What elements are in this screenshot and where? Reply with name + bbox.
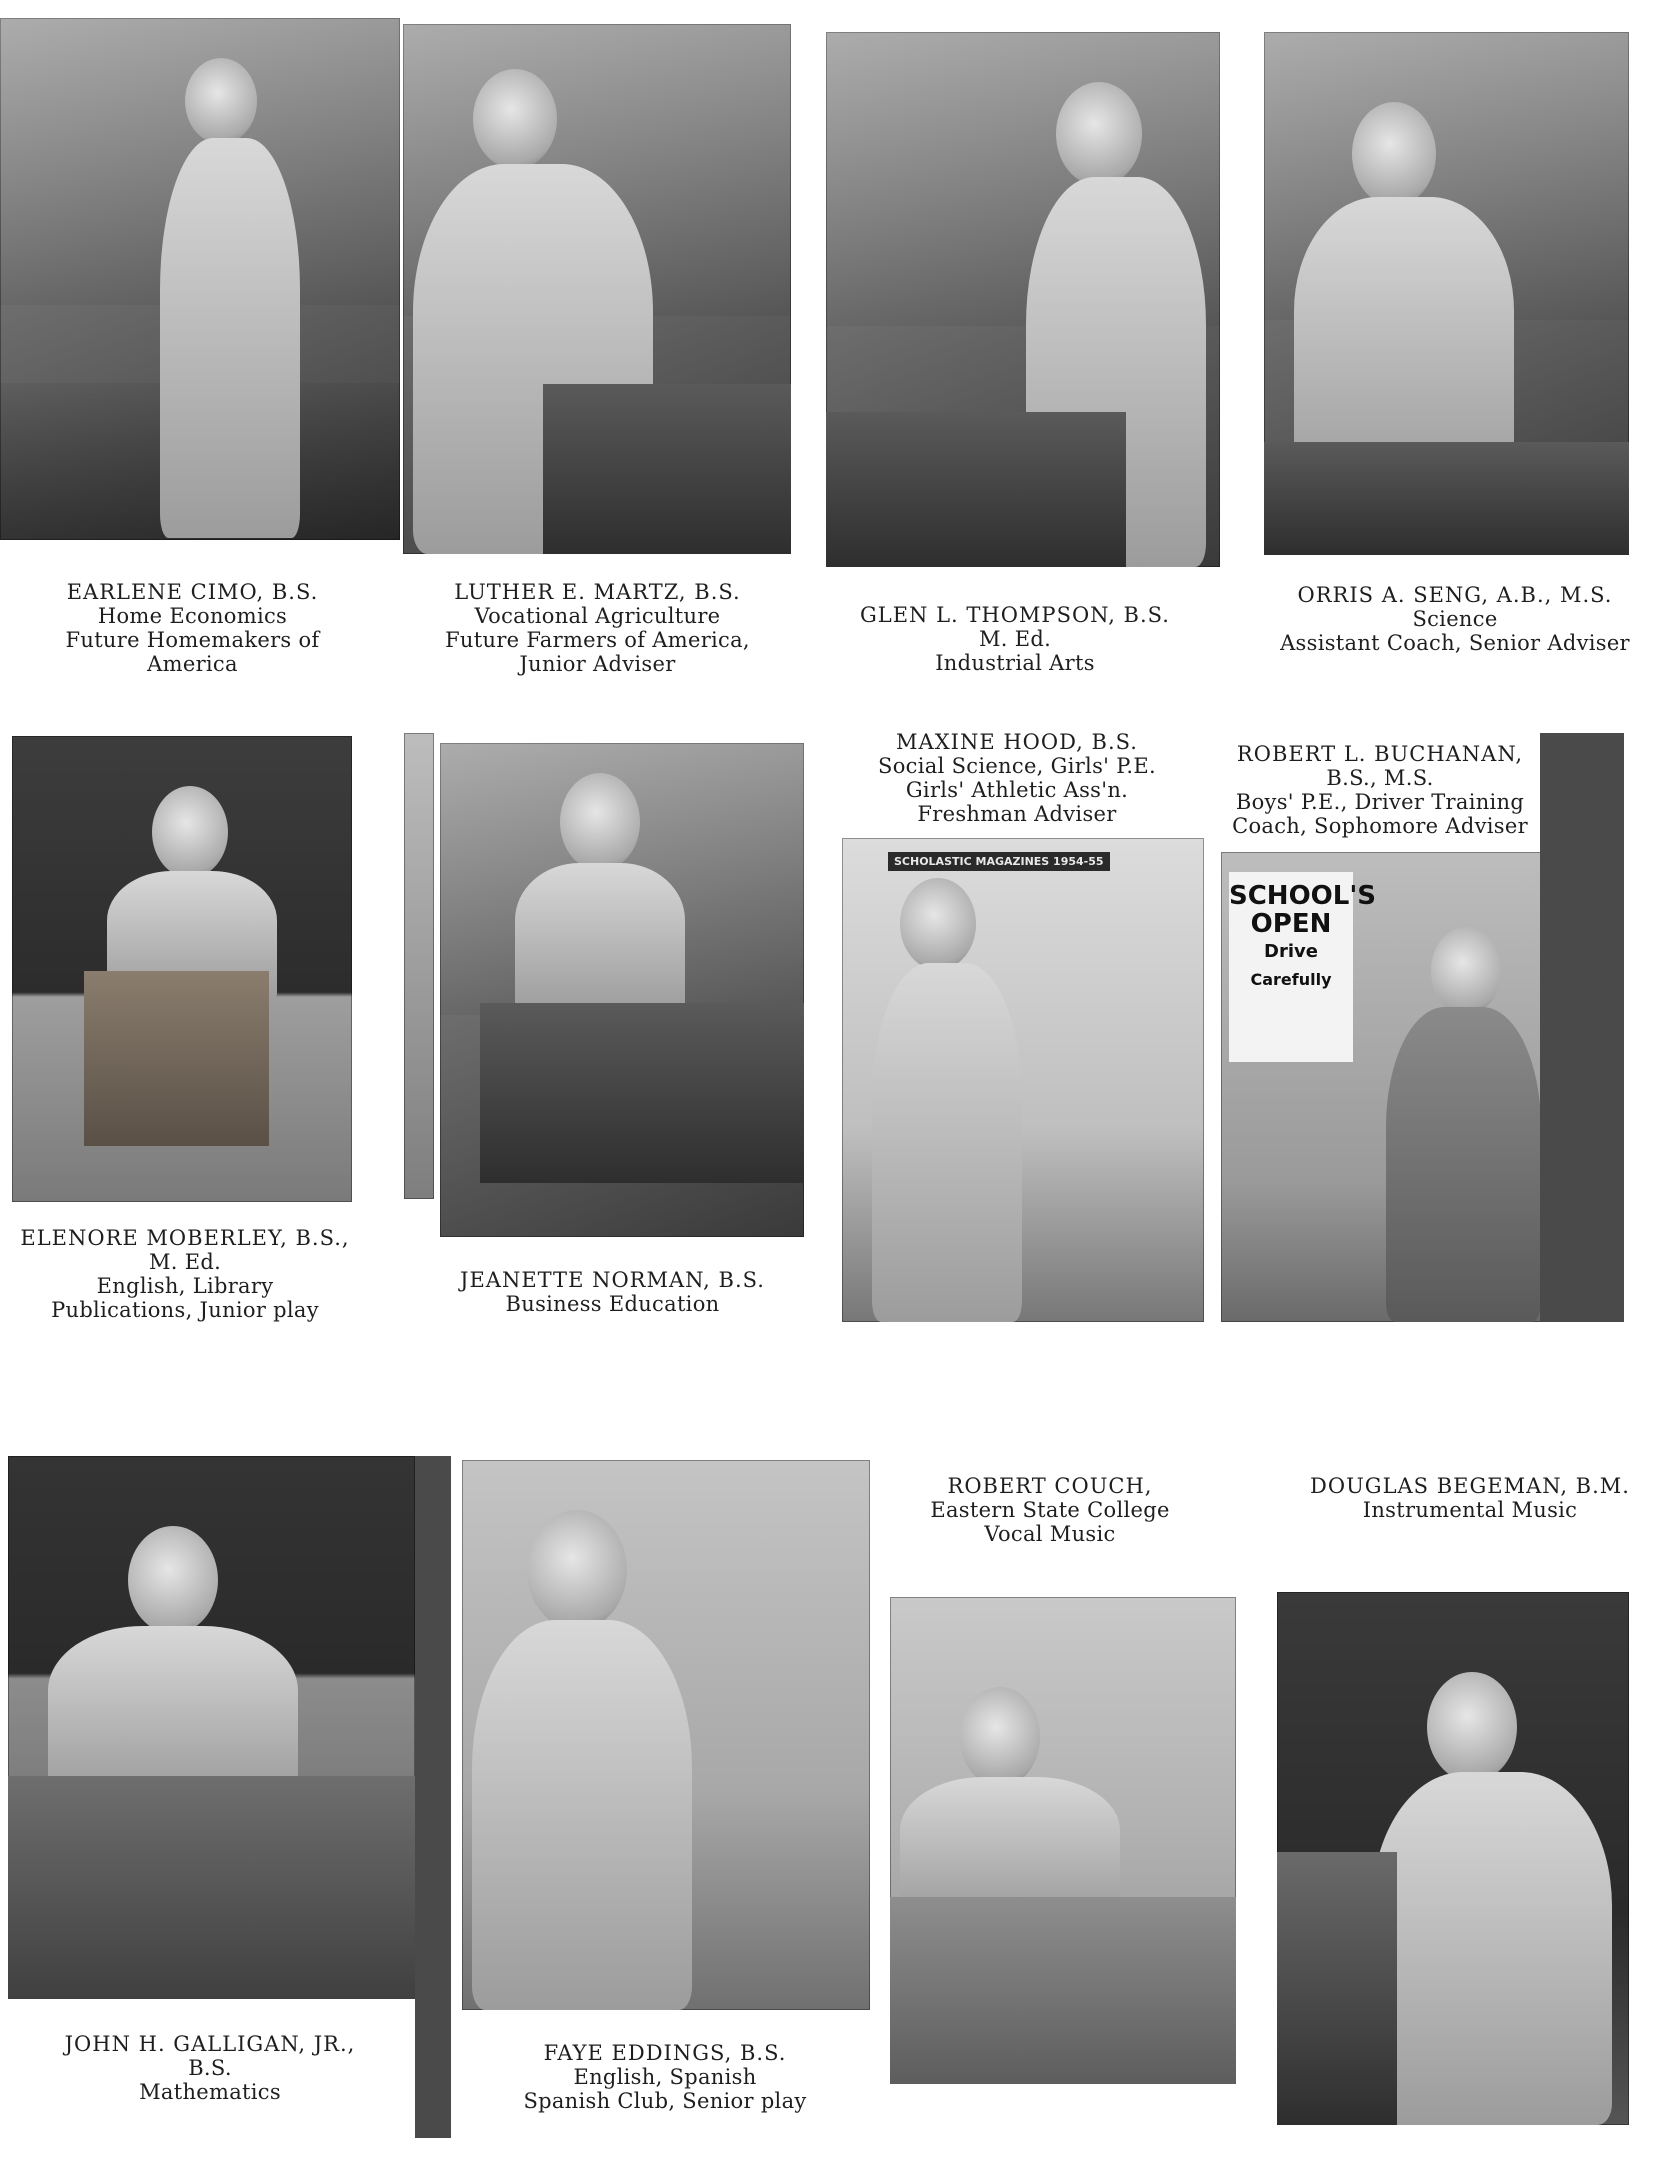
page-divider-bar xyxy=(1540,733,1624,1322)
portrait-head xyxy=(185,58,257,144)
caption-robert-couch xyxy=(880,1474,1220,1546)
teacher-name: ELENORE MOBERLEY, B.S., xyxy=(20,1226,350,1250)
portrait-head xyxy=(1352,102,1436,206)
caption-faye-eddings xyxy=(470,2041,860,2113)
teacher-detail: Future Homemakers of xyxy=(65,628,320,652)
caption-john-galligan xyxy=(30,2032,390,2104)
caption-maxine-hood xyxy=(842,730,1192,826)
teacher-name: ROBERT COUCH, xyxy=(947,1474,1153,1498)
photo-douglas-begeman xyxy=(1277,1592,1629,2125)
poster-line: Drive xyxy=(1264,941,1318,962)
teacher-detail: Mathematics xyxy=(139,2080,281,2104)
teacher-name: DOUGLAS BEGEMAN, B.M. xyxy=(1310,1474,1630,1498)
typewriter-desk xyxy=(480,1003,804,1183)
caption-douglas-begeman xyxy=(1290,1474,1650,1522)
teacher-detail: America xyxy=(147,652,238,676)
photo-strip xyxy=(404,733,434,1199)
portrait-head xyxy=(1431,927,1501,1015)
portrait-head xyxy=(128,1526,218,1634)
lectern xyxy=(84,971,269,1146)
portrait-head xyxy=(960,1687,1040,1787)
teacher-detail: Spanish Club, Senior play xyxy=(523,2089,807,2113)
caption-luther-martz xyxy=(405,580,790,676)
workbench xyxy=(826,412,1126,567)
teacher-name: EARLENE CIMO, B.S. xyxy=(66,580,319,604)
teacher-name: JEANETTE NORMAN, B.S. xyxy=(460,1268,765,1292)
teacher-detail: Social Science, Girls' P.E. xyxy=(878,754,1156,778)
portrait-body xyxy=(872,963,1022,1322)
teacher-name: JOHN H. GALLIGAN, JR., xyxy=(64,2032,356,2056)
portrait-head xyxy=(900,878,976,970)
photo-jeanette-norman xyxy=(440,743,804,1237)
page-divider-bar xyxy=(415,1456,451,2138)
photo-john-galligan xyxy=(8,1456,415,1999)
teacher-detail: Science xyxy=(1412,607,1498,631)
photo-elenore-moberley xyxy=(12,736,352,1202)
teacher-name: ORRIS A. SENG, A.B., M.S. xyxy=(1297,583,1613,607)
portrait-head xyxy=(1427,1672,1517,1782)
teacher-detail: Publications, Junior play xyxy=(51,1298,319,1322)
teacher-detail: Assistant Coach, Senior Adviser xyxy=(1280,631,1630,655)
photo-luther-martz xyxy=(403,24,791,554)
teacher-detail: Junior Adviser xyxy=(519,652,676,676)
teacher-name: MAXINE HOOD, B.S. xyxy=(896,730,1138,754)
photo-maxine-hood xyxy=(842,838,1204,1322)
portrait-head xyxy=(527,1510,627,1630)
poster-line: SCHOOL'S xyxy=(1229,881,1377,911)
teacher-detail: Instrumental Music xyxy=(1362,1498,1578,1522)
poster-line: OPEN xyxy=(1250,909,1332,939)
photo-earlene-cimo xyxy=(0,18,400,540)
portrait-head xyxy=(152,786,228,878)
teacher-detail: Industrial Arts xyxy=(935,651,1095,675)
poster-line: Carefully xyxy=(1250,970,1332,989)
teacher-detail: Vocal Music xyxy=(984,1522,1116,1546)
teacher-detail: English, Spanish xyxy=(573,2065,757,2089)
photo-faye-eddings xyxy=(462,1460,870,2010)
caption-earlene-cimo xyxy=(20,580,365,676)
caption-jeanette-norman xyxy=(440,1268,785,1316)
photo-orris-seng xyxy=(1264,32,1629,555)
desk xyxy=(8,1776,415,1999)
teacher-detail: Boys' P.E., Driver Training xyxy=(1235,790,1525,814)
caption-robert-buchanan xyxy=(1222,742,1538,838)
portrait-head xyxy=(560,773,640,871)
teacher-detail: M. Ed. xyxy=(148,1250,222,1274)
teacher-name: LUTHER E. MARTZ, B.S. xyxy=(454,580,741,604)
projector-desk xyxy=(543,384,791,554)
caption-orris-seng xyxy=(1260,583,1650,655)
teacher-detail: English, Library xyxy=(96,1274,274,1298)
lab-bench xyxy=(1264,442,1629,555)
teacher-name: FAYE EDDINGS, B.S. xyxy=(543,2041,787,2065)
teacher-detail: Vocational Agriculture xyxy=(474,604,721,628)
teacher-detail: B.S. xyxy=(188,2056,232,2080)
portrait-body xyxy=(900,1777,1120,1917)
desk xyxy=(890,1897,1236,2084)
piano xyxy=(1277,1852,1397,2125)
portrait-body xyxy=(1386,1007,1541,1322)
portrait-head xyxy=(1056,82,1142,186)
photo-robert-couch xyxy=(890,1597,1236,2084)
teacher-detail: Coach, Sophomore Adviser xyxy=(1232,814,1528,838)
teacher-detail: Future Farmers of America, xyxy=(445,628,750,652)
portrait-body xyxy=(1372,1772,1612,2125)
caption-glen-thompson xyxy=(830,603,1200,675)
teacher-detail: Girls' Athletic Ass'n. xyxy=(905,778,1129,802)
portrait-body xyxy=(472,1620,692,2010)
teacher-name: ROBERT L. BUCHANAN, xyxy=(1236,742,1524,766)
teacher-detail: Home Economics xyxy=(97,604,288,628)
photo-robert-buchanan xyxy=(1221,852,1541,1322)
teacher-detail: Freshman Adviser xyxy=(917,802,1117,826)
portrait-body xyxy=(160,138,300,538)
portrait-body xyxy=(515,863,685,1013)
portrait-head xyxy=(473,69,557,169)
photo-glen-thompson xyxy=(826,32,1220,567)
schools-open-poster xyxy=(1229,872,1377,1062)
teacher-detail: M. Ed. xyxy=(978,627,1052,651)
portrait-body xyxy=(48,1626,298,1796)
teacher-name: GLEN L. THOMPSON, B.S. xyxy=(860,603,1170,627)
teacher-detail: B.S., M.S. xyxy=(1326,766,1434,790)
map-banner: SCHOLASTIC MAGAZINES 1954-55 xyxy=(888,852,1110,871)
teacher-detail: Business Education xyxy=(505,1292,720,1316)
teacher-detail: Eastern State College xyxy=(930,1498,1170,1522)
caption-elenore-moberley xyxy=(10,1226,360,1322)
